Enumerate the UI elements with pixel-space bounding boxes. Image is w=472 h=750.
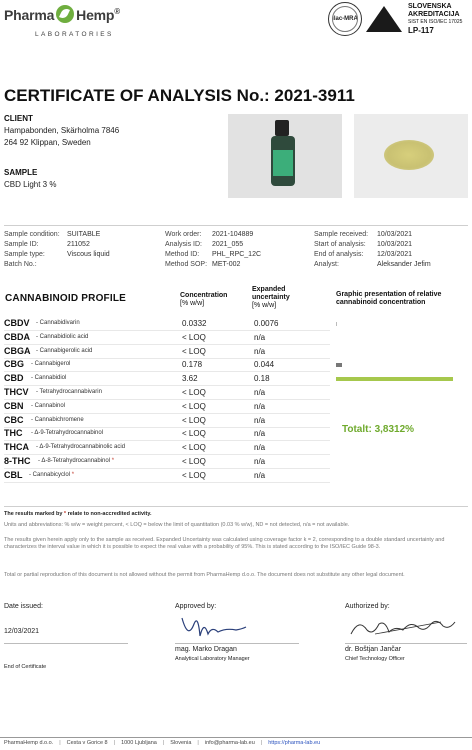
info-row: Sample type: Viscous liquid: [4, 251, 110, 258]
cannabinoid-abbr: 8-THC: [4, 456, 31, 466]
authorized-name: dr. Boštjan Jančar: [345, 646, 402, 653]
uncertainty-value: n/a: [254, 457, 266, 466]
concentration-value: < LOQ: [182, 346, 206, 356]
cannabinoid-name: - Cannabidiolic acid: [36, 333, 89, 340]
cannabinoid-abbr: CBDV: [4, 318, 30, 328]
concentration-bar-cbd: [336, 377, 453, 381]
info-row: Sample ID: 211052: [4, 241, 90, 248]
approved-signature: [178, 610, 248, 646]
uncertainty-header: Expanded uncertainty [% w/w]: [252, 286, 290, 309]
graph-heading: Graphic presentation of relative cannabinoid concentration: [336, 291, 442, 306]
cannabinoid-abbr: THC: [4, 428, 23, 439]
non-accredited-marker: *: [111, 458, 115, 464]
accreditation-line1: SLOVENSKA: [408, 3, 452, 10]
accreditation-line2: AKREDITACIJA: [408, 11, 460, 18]
info-row: Sample received: 10/03/2021: [314, 231, 413, 238]
concentration-value: < LOQ: [182, 457, 206, 466]
row-separator: [4, 482, 330, 483]
end-of-certificate: End of Certificate: [4, 664, 47, 670]
uncertainty-value: n/a: [254, 429, 266, 439]
date-issued-label: Date issued:: [4, 603, 43, 610]
info-row: Batch No.:: [4, 261, 37, 268]
cannabinoid-name: - Cannabidiol: [31, 375, 67, 382]
cannabinoid-name: - Cannabigerolic acid: [36, 347, 93, 354]
footer-email-link[interactable]: info@pharma-lab.eu: [204, 740, 255, 746]
cannabinoid-abbr: CBD: [4, 373, 24, 384]
info-row: Method ID: PHL_RPC_12C: [165, 251, 262, 258]
authorized-by-label: Authorized by:: [345, 603, 390, 610]
client-label: CLIENT: [4, 114, 33, 123]
cannabinoid-name: - Δ-9-Tetrahydrocannabinolic acid: [36, 444, 126, 451]
leaf-icon: [56, 5, 74, 23]
authorized-signature: [345, 612, 460, 642]
uncertainty-value: n/a: [254, 332, 266, 342]
cannabinoid-name: - Cannabigerol: [31, 361, 71, 368]
uncertainty-value: n/a: [254, 388, 266, 397]
cannabinoid-name: - Cannabicyclol *: [29, 471, 75, 478]
approved-line: [175, 643, 299, 644]
info-column-3: [314, 230, 470, 270]
client-address-line2: 264 92 Klippan, Sweden: [4, 138, 91, 147]
info-row: Work order: 2021-104889: [165, 231, 254, 238]
uncertainty-value: n/a: [254, 443, 266, 453]
footer-city: 1000 Ljubljana: [121, 740, 157, 746]
concentration-value: < LOQ: [182, 415, 206, 425]
sample-bottle-photo: [228, 114, 342, 198]
cannabinoid-profile-heading: CANNABINOID PROFILE: [5, 293, 127, 304]
ilac-mra-seal: [328, 2, 362, 36]
registered-mark: ®: [114, 7, 120, 16]
sample-label: SAMPLE: [4, 168, 38, 177]
info-row: Analyst: Aleksander Jefim: [314, 261, 431, 268]
date-line: [4, 643, 128, 644]
concentration-value: < LOQ: [182, 332, 206, 342]
concentration-value: < LOQ: [182, 388, 206, 397]
footer-country: Slovenia: [170, 740, 192, 746]
accreditation-block: [408, 3, 462, 36]
info-column-2: [165, 230, 313, 270]
cannabinoid-abbr: CBL: [4, 469, 23, 480]
concentration-value: 0.178: [182, 360, 203, 370]
cannabinoid-name: - Cannabinol: [31, 402, 66, 409]
concentration-value: 0.0332: [182, 319, 207, 328]
footer: PharmaHemp d.o.o. | Cesta v Gorice 8 | 1000 Ljubljana | Slovenia | info@pharma-lab.eu | https://pharma-lab.eu: [4, 740, 321, 746]
info-row: Sample condition: SUITABLE: [4, 231, 101, 238]
sample-name: CBD Light 3 %: [4, 180, 57, 189]
uncertainty-value: n/a: [254, 470, 266, 480]
cannabinoid-name: - Cannabichromene: [31, 416, 84, 423]
total-concentration: Totalt: 3,8312%: [342, 424, 415, 435]
cannabinoid-abbr: CBC: [4, 414, 24, 425]
divider: [4, 225, 468, 226]
accreditation-number: LP-117: [408, 26, 434, 35]
concentration-header: Concentration [% w/w]: [180, 292, 228, 307]
cannabinoid-abbr: THCA: [4, 442, 29, 453]
approved-role: Analytical Laboratory Manager: [175, 656, 250, 662]
footer-web-link[interactable]: https://pharma-lab.eu: [268, 740, 321, 746]
concentration-value: 3.62: [182, 374, 198, 384]
concentration-bar-cbg: [336, 363, 342, 367]
approved-name: mag. Marko Dragan: [175, 646, 237, 653]
info-column-1: [4, 230, 164, 270]
client-address-line1: Hampabonden, Skärholma 7846: [4, 126, 120, 135]
sample-drop-photo: [354, 114, 468, 198]
approved-by-label: Approved by:: [175, 603, 217, 610]
uncertainty-value: n/a: [254, 401, 266, 411]
cannabinoid-abbr: THCV: [4, 387, 29, 397]
cannabinoid-abbr: CBG: [4, 359, 24, 370]
info-row: Method SOP: MET-002: [165, 261, 241, 268]
company-logo: [4, 7, 120, 25]
info-row: Analysis ID: 2021_055: [165, 241, 244, 248]
logo-left-text: Pharma: [4, 7, 55, 23]
cannabinoid-name: - Δ-9-Tetrahydrocannabinol: [31, 430, 104, 437]
cannabinoid-abbr: CBDA: [4, 331, 30, 342]
footer-company: PharmaHemp d.o.o.: [4, 740, 54, 746]
concentration-bar-cbdv: [336, 322, 337, 326]
divider: [4, 506, 468, 507]
logo-subtitle: LABORATORIES: [35, 31, 114, 38]
footer-divider: [0, 737, 472, 738]
footer-street: Cesta v Gorice 8: [66, 740, 108, 746]
concentration-value: < LOQ: [182, 401, 206, 411]
cannabinoid-name: - Cannabidivarin: [36, 320, 80, 326]
concentration-value: < LOQ: [182, 429, 206, 439]
units-note: Units and abbreviations: % w/w = weight percent, < LOQ = below the limit of quantitation (0.03 % w/w), ND = not detected, n/a = not available.: [4, 522, 350, 528]
cannabinoid-name: - Tetrahydrocannabivarin: [36, 389, 102, 395]
authorized-line: [345, 643, 467, 644]
info-row: Start of analysis: 10/03/2021: [314, 241, 413, 248]
cannabinoid-abbr: CBN: [4, 400, 24, 411]
accreditation-logo-icon: [366, 6, 402, 32]
concentration-value: < LOQ: [182, 470, 206, 480]
date-issued-value: 12/03/2021: [4, 628, 40, 635]
authorized-role: Chief Technology Officer: [345, 656, 405, 662]
uncertainty-value: 0.18: [254, 374, 270, 384]
ilac-text: ilac-MRA: [332, 16, 358, 22]
certificate-title: CERTIFICATE OF ANALYSIS No.: 2021-3911: [4, 86, 355, 105]
accreditation-note: The results marked by * relate to non-accredited activity.: [4, 511, 152, 517]
info-row: End of analysis: 12/03/2021: [314, 251, 413, 258]
cannabinoid-name: - Δ-8-Tetrahydrocannabinol *: [38, 458, 115, 464]
uncertainty-value: 0.044: [254, 360, 275, 370]
concentration-value: < LOQ: [182, 443, 206, 453]
uncertainty-value: 0.0076: [254, 319, 279, 328]
uncertainty-value: n/a: [254, 415, 266, 425]
reproduction-note: Total or partial reproduction of this document is not allowed without the permit from PharmaHemp d.o.o. The document does not substitute any other legal document.: [4, 572, 405, 578]
uncertainty-value: n/a: [254, 346, 266, 356]
logo-right-text: Hemp: [76, 7, 115, 23]
cannabinoid-abbr: CBGA: [4, 345, 31, 356]
accreditation-standard: SIST EN ISO/IEC 17025: [408, 19, 463, 25]
results-note: The results given herein apply only to the sample as received. Expanded Uncertainty was calculated using coverage factor k = 2, corresponding to a double standard uncertainty and characterizes the interval value in which it is possible to expect the real value with a probability of 95%. This is stated according to the ISO/IEC Guide 98-3.: [4, 537, 445, 550]
non-accredited-marker: *: [71, 471, 75, 478]
